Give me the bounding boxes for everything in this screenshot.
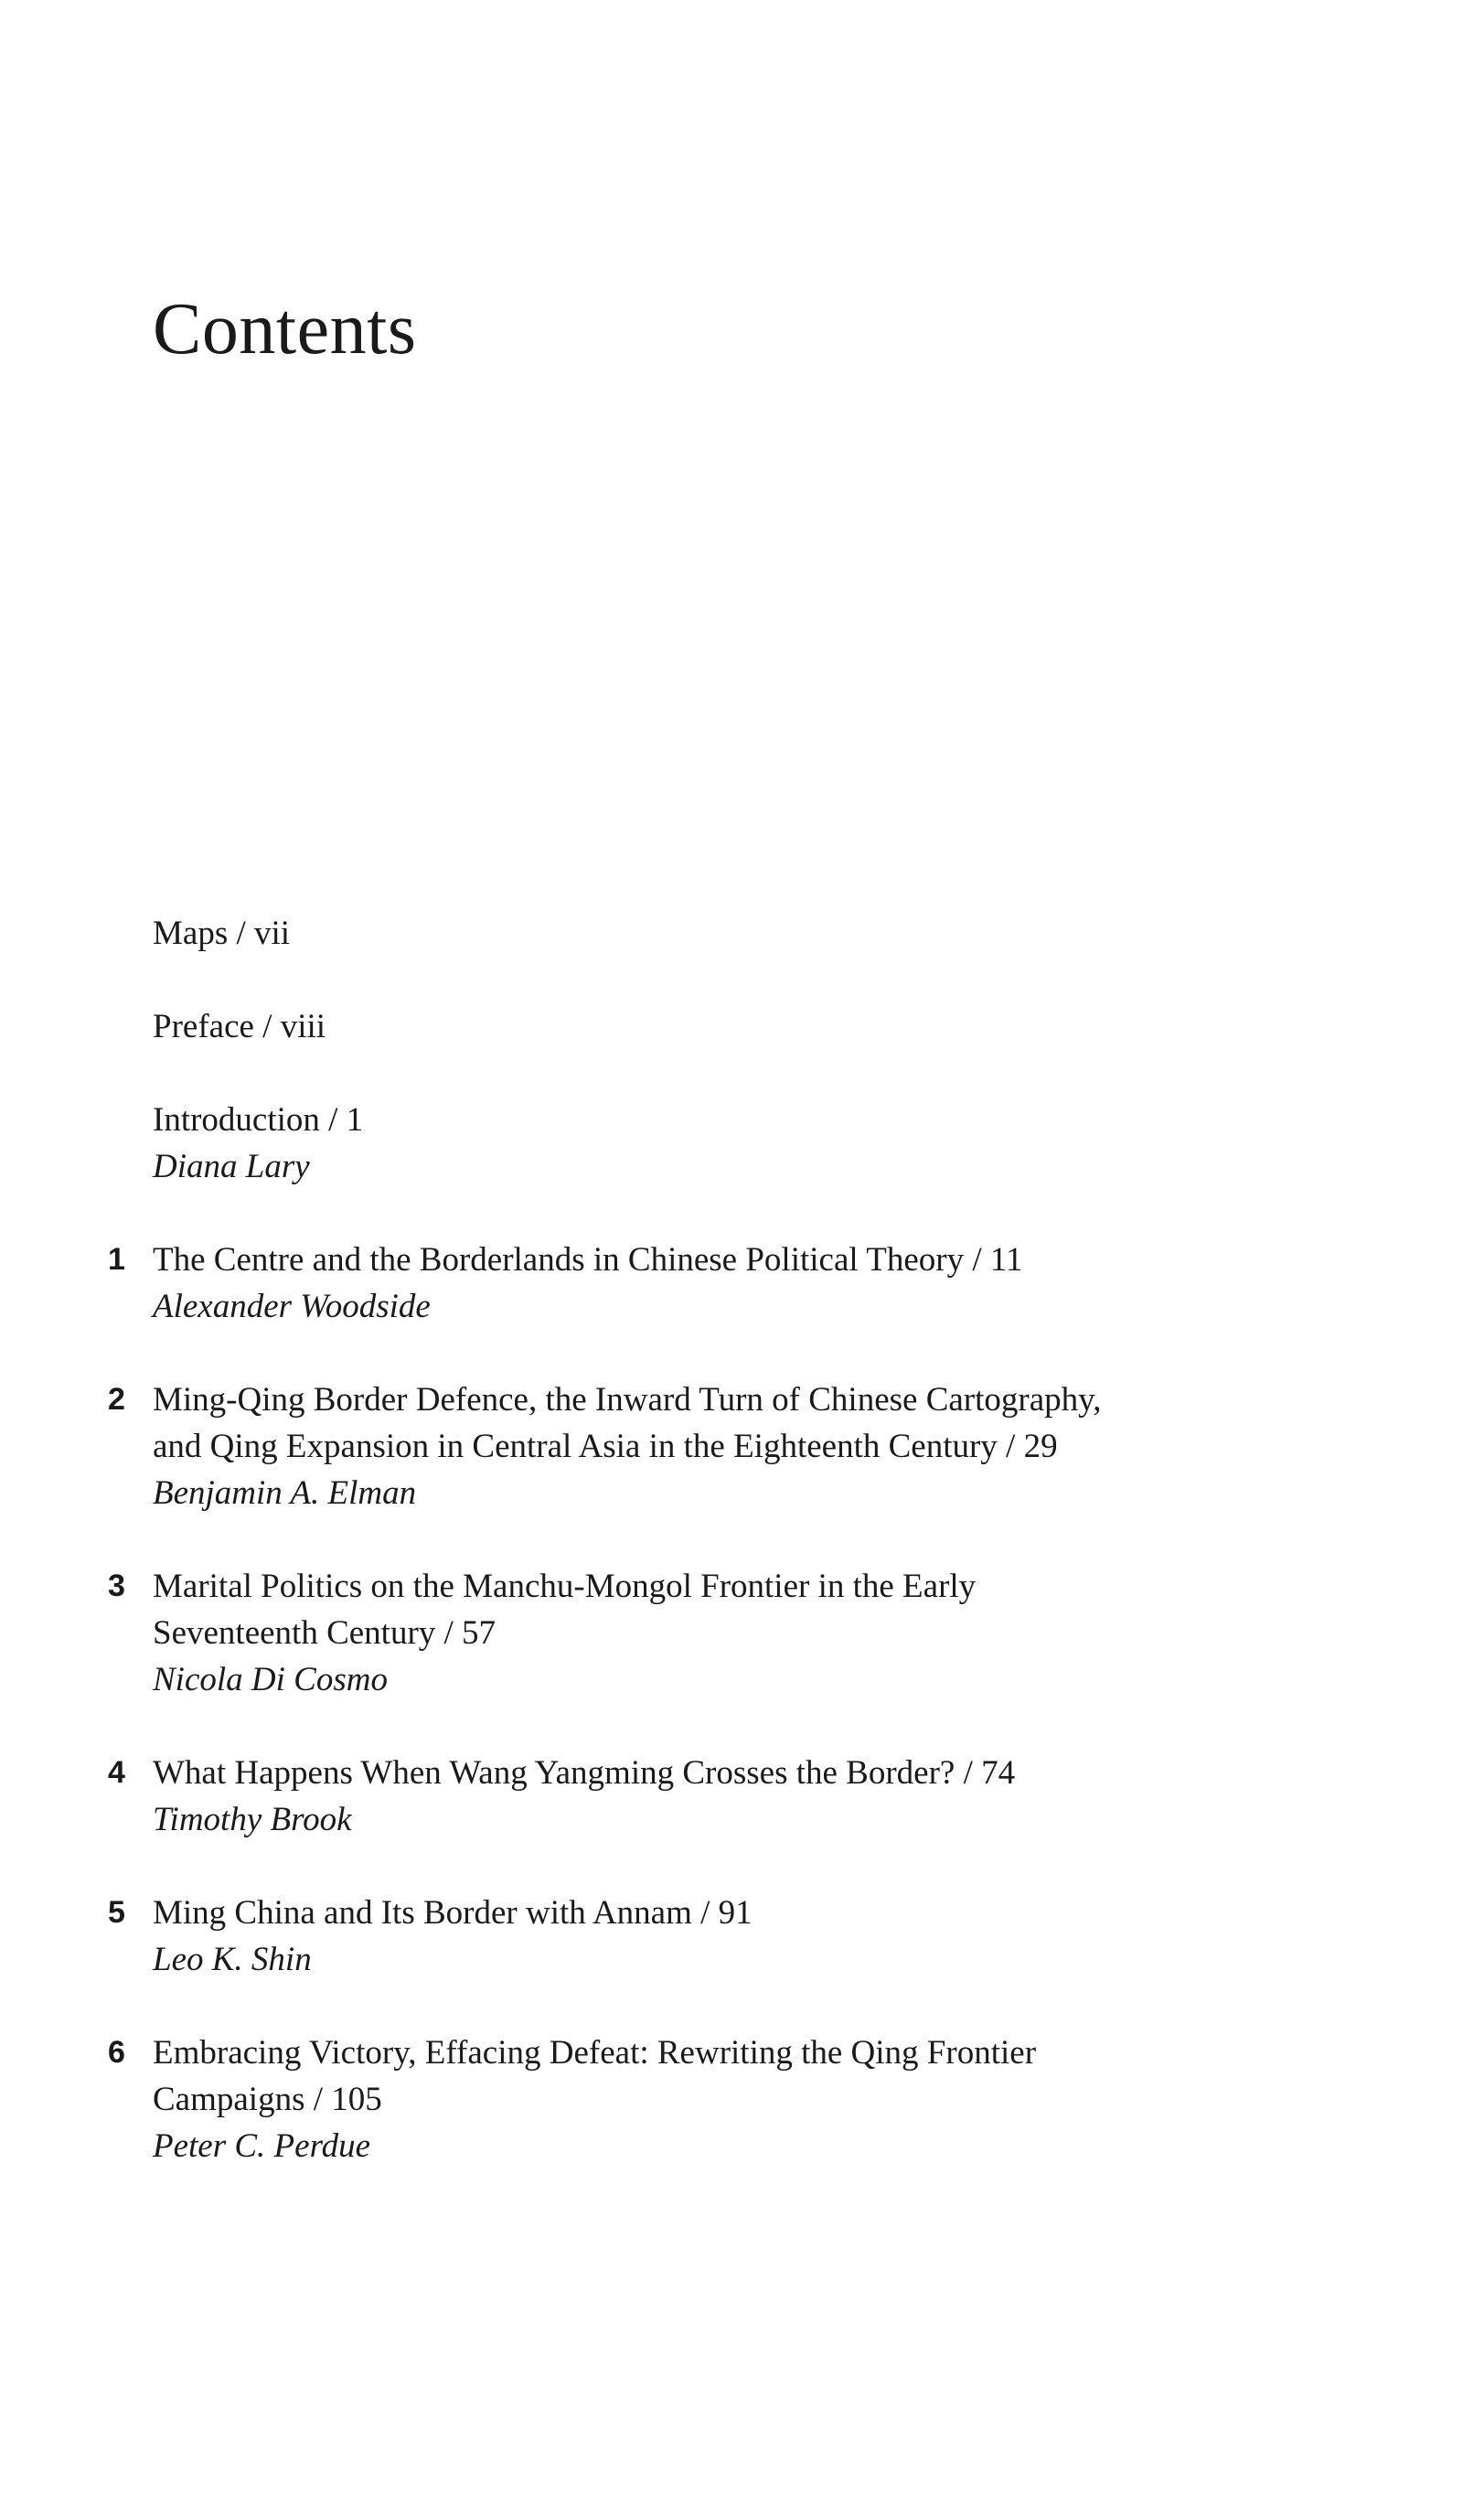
chapter-title-line: Marital Politics on the Manchu-Mongol Frontier in the Early	[153, 1568, 977, 1605]
toc-entry-introduction	[153, 1097, 1341, 1190]
chapter-number: 1	[108, 1242, 125, 1277]
chapter-number: 4	[108, 1755, 125, 1790]
chapter-author: Nicola Di Cosmo	[153, 1661, 388, 1698]
chapter-title-line: Ming China and Its Border with Annam / 91	[153, 1894, 753, 1932]
chapter-number: 2	[108, 1382, 125, 1417]
chapter-title-line: What Happens When Wang Yangming Crosses the Border? / 74	[153, 1754, 1016, 1792]
chapter-number: 3	[108, 1569, 125, 1603]
chapter-title-line: Seventeenth Century / 57	[153, 1614, 496, 1652]
toc-chapter-4	[108, 1750, 1341, 1843]
chapter-title-line: and Qing Expansion in Central Asia in the Eighteenth Century / 29	[153, 1428, 1058, 1465]
chapter-author: Leo K. Shin	[153, 1941, 312, 1978]
chapter-author: Benjamin A. Elman	[153, 1474, 417, 1512]
toc-chapter-1	[108, 1237, 1341, 1330]
toc-entry-title: Introduction / 1	[153, 1101, 364, 1139]
chapter-number: 6	[108, 2035, 125, 2070]
toc-entry-title: Maps / vii	[153, 915, 291, 952]
chapter-title-line: Ming-Qing Border Defence, the Inward Turn of Chinese Cartography,	[153, 1381, 1102, 1419]
page-title: Contents	[153, 289, 417, 369]
chapter-author: Alexander Woodside	[153, 1288, 431, 1325]
chapter-title-line: Embracing Victory, Effacing Defeat: Rewriting the Qing Frontier	[153, 2034, 1037, 2072]
toc-entry-maps	[153, 910, 1341, 957]
chapter-title-line: Campaigns / 105	[153, 2081, 382, 2118]
toc-chapter-6	[108, 2029, 1341, 2169]
chapter-title-line: The Centre and the Borderlands in Chinese Political Theory / 11	[153, 1241, 1023, 1279]
toc-entry-title: Preface / viii	[153, 1008, 326, 1045]
toc-chapter-2	[108, 1376, 1341, 1516]
toc-chapter-5	[108, 1890, 1341, 1983]
chapter-number: 5	[108, 1895, 125, 1930]
table-of-contents	[108, 910, 1341, 2169]
toc-entry-author: Diana Lary	[153, 1148, 310, 1185]
chapter-author: Timothy Brook	[153, 1801, 352, 1838]
chapter-author: Peter C. Perdue	[153, 2127, 371, 2165]
toc-entry-preface	[153, 1003, 1341, 1050]
toc-chapter-3	[108, 1563, 1341, 1703]
